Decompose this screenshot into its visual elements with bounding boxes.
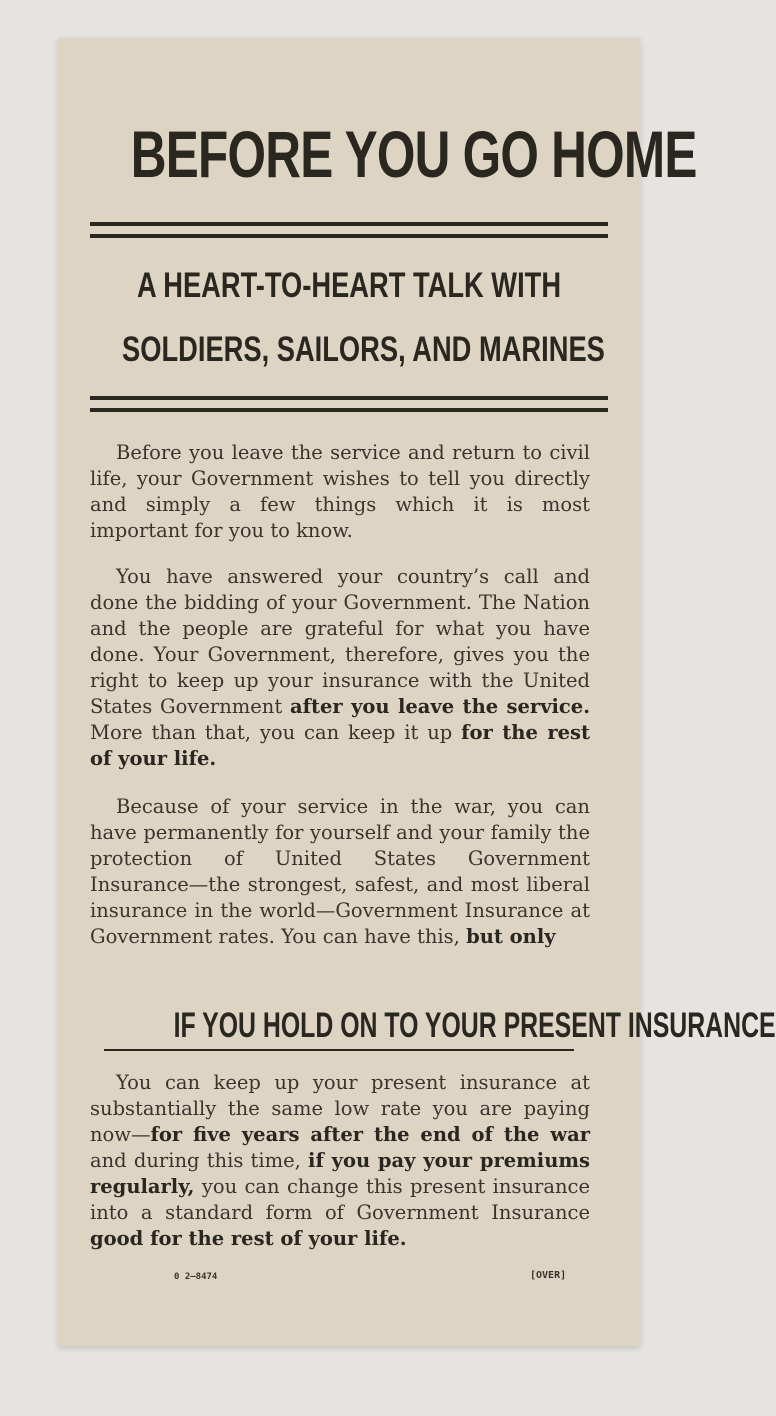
subtitle-rule-top [90,396,608,400]
subtitle-rule-bottom [90,408,608,412]
paragraph-3-bold-1: but only [466,925,556,948]
paragraph-2-bold-2: for the rest of your life. [90,721,590,770]
section-heading: IF YOU HOLD ON TO YOUR PRESENT INSURANCE [173,1006,776,1045]
document-title: BEFORE YOU GO HOME [130,117,697,191]
over-label: [OVER] [530,1270,567,1281]
paragraph-4-bold-3: good for the rest of your life. [90,1227,407,1250]
paragraph-4-text-2: and during this time, [90,1149,309,1172]
title-rule-bottom [90,234,608,238]
paragraph-keep-insurance [90,1070,590,1252]
pamphlet-page [58,38,776,1346]
paragraph-service [90,794,590,950]
paragraph-3-text: Because of your service in the war, you can have permanently for yourself and your family the protection of United States Government Insurance—the strongest, safest, and most liberal insurance in the world—Government Insurance at Government rates. You can have this, [90,795,590,948]
subtitle-line-1: A HEART-TO-HEART TALK WITH [136,266,562,305]
title-rule-top [90,222,608,226]
paragraph-4-text-3: you can change this present insurance into a standard form of Government Insurance [90,1175,590,1224]
paragraph-2-text: You have answered your country’s call and done the bidding of your Government. The Nation and the people are grateful for what you have done. Your Government, therefore, gives you the right to keep up your insurance with the United States Government [90,565,590,718]
paragraph-intro [90,440,590,544]
paragraph-answered-call [90,564,590,772]
subtitle-line-2: SOLDIERS, SAILORS, AND MARINES [122,330,605,369]
paragraph-4-bold-2: if you pay your premiums regularly, [90,1149,591,1198]
paragraph-2-bold-1: after you leave the service. [289,695,591,718]
paragraph-intro-text: Before you leave the service and return to civil life, your Government wishes to tell you directly and simply a few things which it is most important for you to know. [90,441,590,542]
paragraph-4-bold-1: for five years after the end of the war [150,1123,590,1146]
paragraph-4-text: You can keep up your present insurance at substantially the same low rate you are paying now— [90,1071,590,1146]
section-heading-underline [104,1049,574,1051]
print-code: 0 2—8474 [174,1272,218,1282]
paragraph-2-text-2: More than that, you can keep it up [90,721,462,744]
